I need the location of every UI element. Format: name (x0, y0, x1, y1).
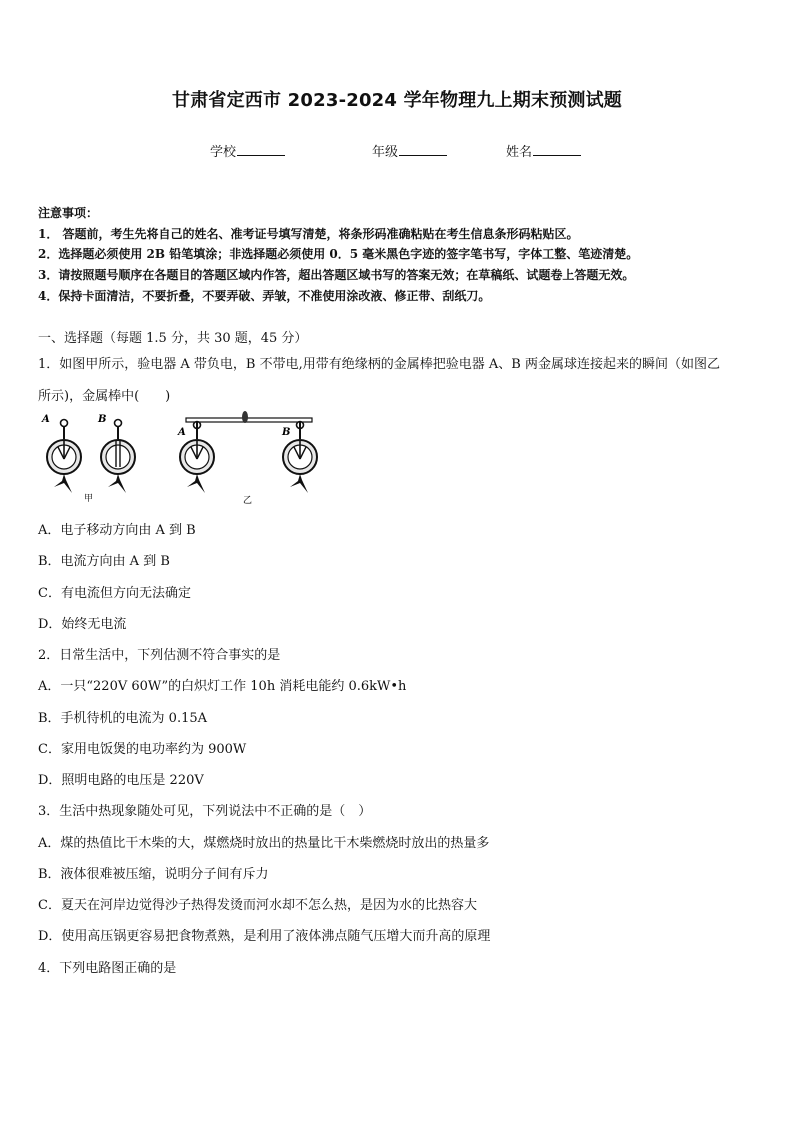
q1-option-a: A．电子移动方向由 A 到 B (38, 523, 196, 538)
school-blank (237, 142, 285, 156)
notes-heading: 注意事项： (38, 206, 99, 220)
metal-rod (186, 411, 312, 423)
name-label: 姓名 (506, 145, 533, 160)
label-b-yi: B (282, 427, 291, 438)
q3-option-c: C．夏天在河岸边觉得沙子热得发烫而河水却不怎么热，是因为水的比热容大 (38, 898, 477, 913)
q1-stem-line1: 1．如图甲所示，验电器 A 带负电，B 不带电,用带有绝缘柄的金属棒把验电器 A、B 两金属球连接起来的瞬间（如图乙 (38, 357, 720, 372)
q2-option-c: C．家用电饭煲的电功率约为 900W (38, 742, 247, 757)
label-b-jia: B (98, 414, 107, 425)
q2-option-b: B．手机待机的电流为 0.15A (38, 711, 208, 726)
q2-option-d: D．照明电路的电压是 220V (38, 773, 204, 788)
caption-jia: 甲 (84, 494, 94, 504)
label-a-yi: A (178, 427, 186, 438)
grade-label: 年级 (372, 145, 399, 160)
q1-option-d: D．始终无电流 (38, 617, 127, 632)
label-a-jia: A (42, 414, 50, 425)
q2-stem: 2．日常生活中，下列估测不符合事实的是 (38, 648, 281, 663)
caption-yi: 乙 (243, 496, 253, 506)
q3-stem: 3．生活中热现象随处可见，下列说法中不正确的是（ ） (38, 804, 372, 819)
note-item: 3．请按照题号顺序在各题目的答题区域内作答，超出答题区域书写的答案无效；在草稿纸、试题卷上答题无效。 (38, 268, 635, 283)
school-field (210, 141, 285, 160)
q1-stem-line2: 所示)，金属棒中( ) (38, 389, 171, 404)
page-title: 甘肃省定西市 2023-2024 学年物理九上期末预测试题 (172, 90, 622, 111)
note-item: 4．保持卡面清洁，不要折叠，不要弄破、弄皱，不准使用涂改液、修正带、刮纸刀。 (38, 288, 491, 303)
note-item: 1． 答题前，考生先将自己的姓名、准考证号填写清楚，将条形码准确粘贴在考生信息条形码粘贴区。 (38, 226, 579, 241)
grade-blank (399, 142, 447, 156)
name-blank (533, 142, 581, 156)
section-heading: 一、选择题（每题 1.5 分，共 30 题，45 分） (38, 331, 308, 346)
notes-block (38, 203, 638, 307)
q3-option-b: B．液体很难被压缩，说明分子间有斥力 (38, 867, 269, 882)
electroscope-figure (38, 411, 328, 507)
q1-option-b: B．电流方向由 A 到 B (38, 554, 170, 569)
grade-field (372, 141, 447, 160)
q4-stem: 4．下列电路图正确的是 (38, 961, 177, 976)
electroscope-b-jia (101, 420, 135, 494)
q3-option-d: D．使用高压锅更容易把食物煮熟，是利用了液体沸点随气压增大而升高的原理 (38, 929, 491, 944)
q2-option-a: A．一只“220V 60W”的白炽灯工作 10h 消耗电能约 0.6kW•h (38, 679, 407, 694)
q1-option-c: C．有电流但方向无法确定 (38, 586, 191, 601)
note-item: 2．选择题必须使用 2B 铅笔填涂；非选择题必须使用 0．5 毫米黑色字迹的签字笔书写，字体工整、笔迹清楚。 (38, 247, 639, 262)
electroscope-a-jia (47, 420, 81, 494)
school-label: 学校 (210, 145, 237, 160)
name-field (506, 141, 581, 160)
q3-option-a: A．煤的热值比干木柴的大，煤燃烧时放出的热量比干木柴燃烧时放出的热量多 (38, 836, 490, 851)
